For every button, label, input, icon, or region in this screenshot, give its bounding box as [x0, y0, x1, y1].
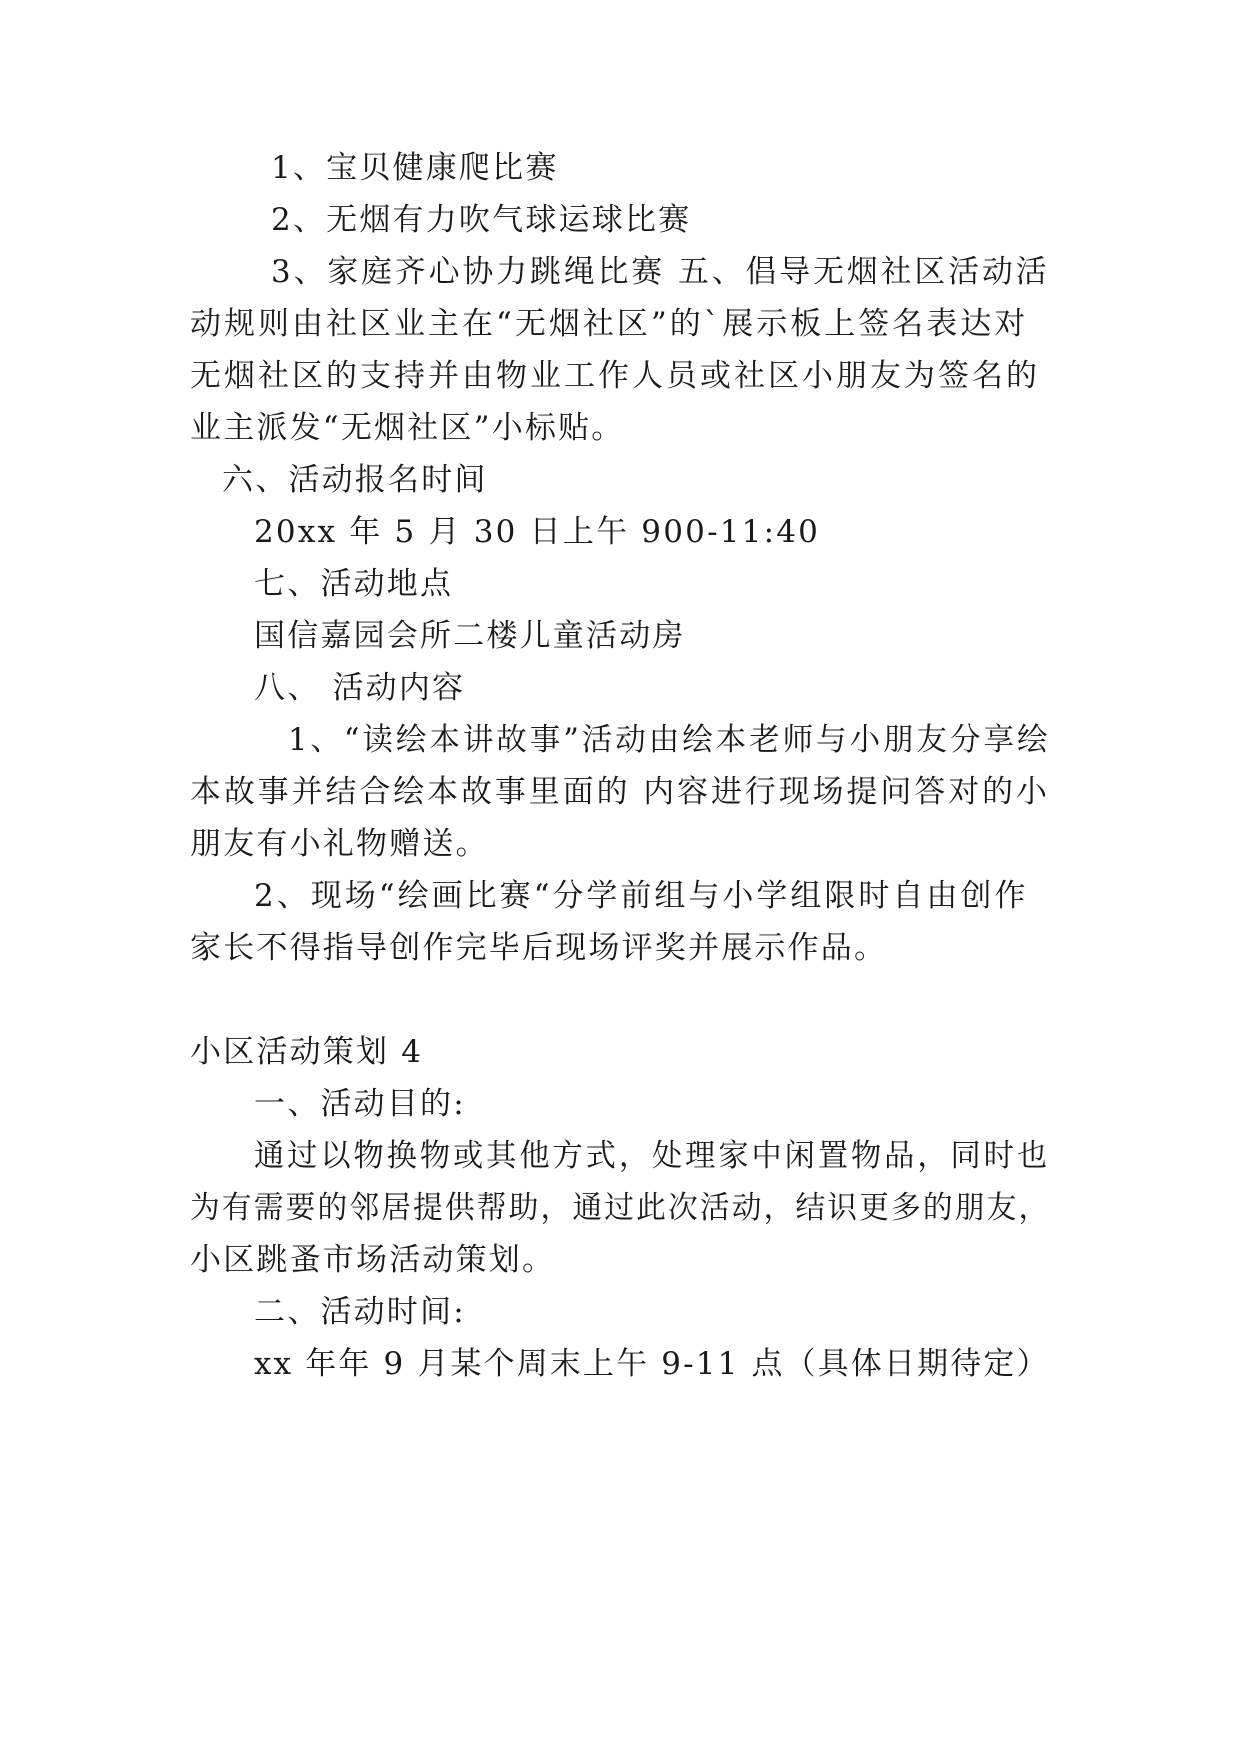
text-line: 无烟社区的支持并由物业工作人员或社区小朋友为签名的: [190, 358, 1040, 394]
text-line: 通过以物换物或其他方式，处理家中闲置物品，同时也: [254, 1138, 1051, 1174]
text-line: 1、宝贝健康爬比赛: [271, 150, 559, 186]
section-heading: 八、 活动内容: [254, 670, 466, 706]
text-line: 2、无烟有力吹气球运球比赛: [271, 202, 692, 238]
text-line: 3、家庭齐心协力跳绳比赛 五、倡导无烟社区活动活: [271, 254, 1050, 290]
text-line: 动规则由社区业主在“无烟社区”的`展示板上签名表达对: [190, 306, 1029, 342]
text-line: 为有需要的邻居提供帮助，通过此次活动，结识更多的朋友，: [190, 1190, 1051, 1226]
section-heading: 二、活动时间:: [254, 1294, 466, 1330]
section-heading: 一、活动目的:: [254, 1086, 466, 1122]
text-line: xx 年年 9 月某个周末上午 9-11 点（具体日期待定）: [254, 1346, 1050, 1382]
text-line: 2、现场“绘画比赛“分学前组与小学组限时自由创作: [254, 878, 1029, 914]
text-line: 本故事并结合绘本故事里面的 内容进行现场提问答对的小: [190, 774, 1050, 810]
text-line: 家长不得指导创作完毕后现场评奖并展示作品。: [190, 930, 888, 966]
text-line: 朋友有小礼物赠送。: [190, 826, 489, 862]
text-line: 20xx 年 5 月 30 日上午 900-11:40: [254, 514, 821, 550]
section-heading: 六、活动报名时间: [222, 462, 488, 498]
document-section-title: 小区活动策划 4: [190, 1034, 424, 1070]
text-line: 1、“读绘本讲故事”活动由绘本老师与小朋友分享绘: [288, 722, 1051, 758]
section-heading: 七、活动地点: [254, 566, 454, 602]
text-line: 国信嘉园会所二楼儿童活动房: [254, 618, 686, 654]
text-line: 业主派发“无烟社区”小标贴。: [190, 410, 625, 446]
text-line: 小区跳蚤市场活动策划。: [190, 1242, 556, 1278]
